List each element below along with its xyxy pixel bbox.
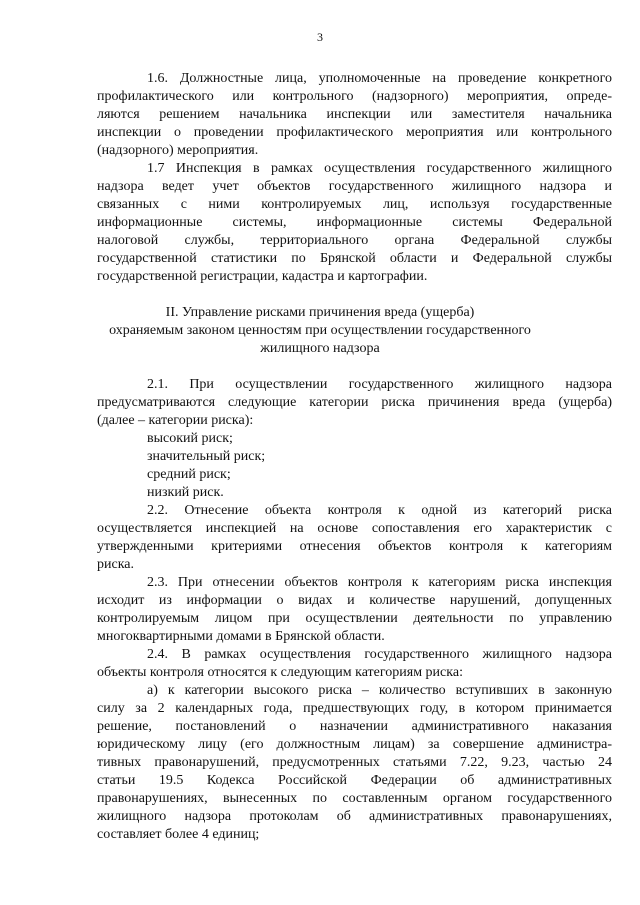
text-line: тивных правонарушений, предусмотренных статьями 7.22, 9.23, частью 24	[97, 755, 612, 770]
text-line: статьи 19.5 Кодекса Российской Федерации об административных	[97, 773, 612, 788]
text-line: юридическому лицу (его должностным лицам) за совершение администра-	[97, 737, 612, 752]
text-line: надзора ведет учет объектов государственного жилищного надзора и	[97, 179, 612, 194]
text-line: предусматриваются следующие категории риска причинения вреда (ущерба)	[97, 395, 612, 410]
text-line: информационные системы, информационные системы Федеральной	[97, 215, 612, 230]
text-line: составляет более 4 единиц;	[97, 827, 260, 842]
text-line: правонарушениях, вынесенных по составленным органом государственного	[97, 791, 612, 806]
text-line: 2.2. Отнесение объекта контроля к одной из категорий риска	[147, 503, 612, 518]
text-line: 1.7 Инспекция в рамках осуществления государственного жилищного	[147, 161, 612, 176]
text-line: 2.3. При отнесении объектов контроля к категориям риска инспекция	[147, 575, 612, 590]
text-line: объекты контроля относятся к следующим категориям риска:	[97, 665, 463, 680]
text-line: контролируемым лицом при осуществлении деятельности по управлению	[97, 611, 612, 626]
text-line: осуществляется инспекцией на основе сопоставления его характеристик с	[97, 521, 612, 536]
text-line: риска.	[97, 557, 135, 572]
list-item: низкий риск.	[147, 485, 224, 500]
text-line: ляются решением начальника инспекции или заместителя начальника	[97, 107, 612, 122]
text-line: жилищного надзора протоколам об административных правонарушениях,	[97, 809, 612, 824]
text-line: связанных с ними контролируемых лиц, используя государственные	[97, 197, 612, 212]
page-number: 3	[317, 30, 323, 44]
text-line: 2.1. При осуществлении государственного жилищного надзора	[147, 377, 612, 392]
text-line: (далее – категории риска):	[97, 413, 254, 428]
text-line: 2.4. В рамках осуществления государственного жилищного надзора	[147, 647, 612, 662]
text-line: (надзорного) мероприятия.	[97, 143, 259, 158]
text-line: государственной статистики по Брянской области и Федеральной службы	[97, 251, 612, 266]
text-line: 1.6. Должностные лица, уполномоченные на проведение конкретного	[147, 71, 612, 86]
text-line: инспекции о проведении профилактического мероприятия или контрольного	[97, 125, 612, 140]
text-line: профилактического или контрольного (надзорного) мероприятия, опреде-	[97, 89, 612, 104]
text-line: многоквартирными домами в Брянской области.	[97, 629, 385, 644]
section-heading: охраняемым законом ценностям при осуществлении государственного	[109, 323, 531, 338]
text-line: исходит из информации о видах и количестве нарушений, допущенных	[97, 593, 612, 608]
list-item: высокий риск;	[147, 431, 233, 446]
text-line: а) к категории высокого риска – количество вступивших в законную	[147, 683, 612, 698]
list-item: значительный риск;	[147, 449, 266, 464]
section-heading: жилищного надзора	[260, 341, 380, 356]
section-heading: II. Управление рисками причинения вреда (ущерба)	[165, 305, 475, 320]
text-line: решение, постановлений о назначении административного наказания	[97, 719, 612, 734]
text-line: силу за 2 календарных года, предшествующих году, в котором принимается	[97, 701, 612, 716]
text-line: государственной регистрации, кадастра и картографии.	[97, 269, 428, 284]
list-item: средний риск;	[147, 467, 231, 482]
text-line: утвержденными критериями отнесения объектов контроля к категориям	[97, 539, 612, 554]
text-line: налоговой службы, территориального органа Федеральной службы	[97, 233, 612, 248]
